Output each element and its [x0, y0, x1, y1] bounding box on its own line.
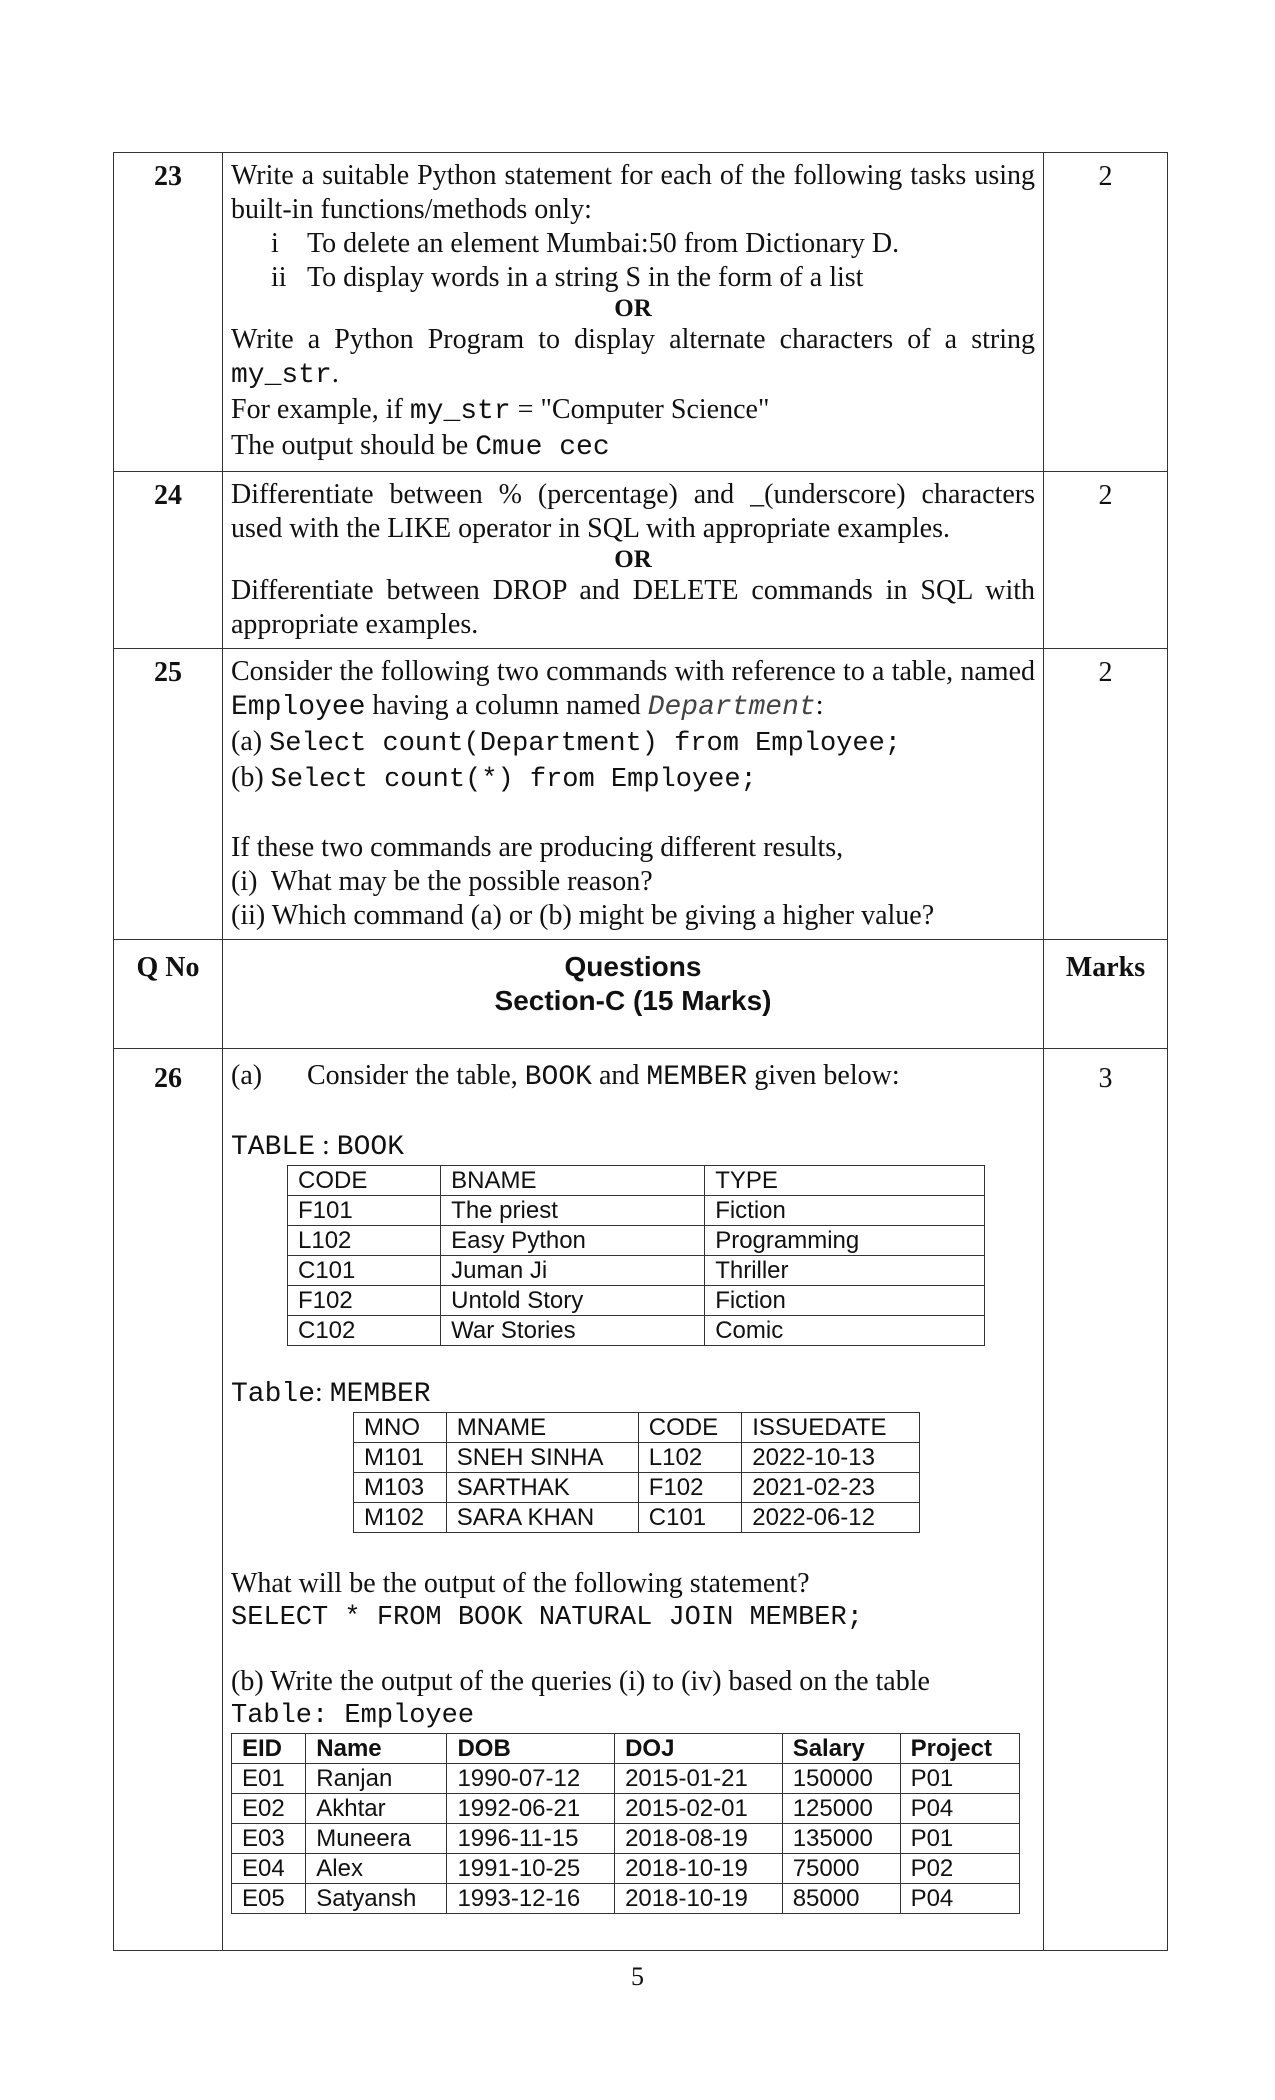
table-row: [288, 1196, 985, 1226]
table-header-cell: CODE: [638, 1413, 741, 1443]
member-table-label: Table: MEMBER: [231, 1377, 431, 1410]
table-row: [354, 1473, 920, 1503]
book-table: [287, 1165, 985, 1346]
question-marks: 2: [1044, 649, 1168, 940]
question-text: Differentiate between % (percentage) and _(underscore) characters used with the LIKE operator in SQL with appropriate examples.: [231, 479, 1035, 544]
table-header-cell: EID: [232, 1734, 306, 1764]
command-b: (b) Select count(*) from Employee;: [231, 762, 757, 795]
employee-table-label: Table: Employee: [231, 1701, 475, 1731]
table-cell: 1991-10-25: [447, 1854, 615, 1884]
question-number: 25: [114, 649, 223, 940]
table-row: [232, 1884, 1020, 1914]
table-header-cell: DOJ: [615, 1734, 783, 1764]
part-b-text: (b) Write the output of the queries (i) to (iv) based on the table: [231, 1666, 930, 1697]
table-row: [232, 1794, 1020, 1824]
table-header-row: [354, 1413, 920, 1443]
example-line: For example, if my_str = "Computer Science": [231, 394, 770, 427]
table-cell: E01: [232, 1764, 306, 1794]
section-header: [223, 940, 1044, 1049]
table-cell: L102: [288, 1226, 441, 1256]
table-row: [288, 1286, 985, 1316]
book-table-label: TABLE : BOOK: [231, 1130, 405, 1163]
table-cell: M102: [354, 1503, 447, 1533]
table-cell: SARTHAK: [446, 1473, 638, 1503]
table-cell: P01: [900, 1764, 1019, 1794]
table-cell: The priest: [441, 1196, 705, 1226]
table-cell: Fiction: [705, 1286, 985, 1316]
table-cell: 135000: [782, 1824, 900, 1854]
table-header-cell: Name: [306, 1734, 447, 1764]
output-line: The output should be Cmue cec: [231, 430, 610, 463]
table-cell: F101: [288, 1196, 441, 1226]
task-item: i To delete an element Mumbai:50 from Dictionary D.: [271, 228, 900, 259]
question-body: [223, 153, 1044, 472]
table-header-cell: BNAME: [441, 1166, 705, 1196]
table-row: [232, 1854, 1020, 1884]
table-cell: Thriller: [705, 1256, 985, 1286]
table-cell: P02: [900, 1854, 1019, 1884]
table-row: [354, 1443, 920, 1473]
question-row-25: [114, 649, 1168, 940]
table-cell: 2018-08-19: [615, 1824, 783, 1854]
member-table: [353, 1412, 920, 1533]
sql-statement: SELECT * FROM BOOK NATURAL JOIN MEMBER;: [231, 1603, 863, 1633]
table-cell: E02: [232, 1794, 306, 1824]
table-cell: P04: [900, 1884, 1019, 1914]
table-row: [354, 1503, 920, 1533]
questions-table: [113, 152, 1168, 1951]
table-cell: C102: [288, 1316, 441, 1346]
or-separator: OR: [614, 546, 652, 573]
question-body: [223, 1049, 1044, 1951]
page-number: 5: [631, 1962, 644, 1991]
table-cell: Easy Python: [441, 1226, 705, 1256]
table-header-cell: DOB: [447, 1734, 615, 1764]
table-cell: 150000: [782, 1764, 900, 1794]
table-cell: 2022-06-12: [742, 1503, 920, 1533]
table-cell: Akhtar: [306, 1794, 447, 1824]
table-cell: 2015-01-21: [615, 1764, 783, 1794]
table-header-cell: Salary: [782, 1734, 900, 1764]
table-cell: L102: [638, 1443, 741, 1473]
sub-question: (ii) Which command (a) or (b) might be giving a higher value?: [231, 900, 935, 931]
table-header-cell: TYPE: [705, 1166, 985, 1196]
question-text: If these two commands are producing different results,: [231, 832, 844, 863]
table-row: [288, 1316, 985, 1346]
table-cell: E04: [232, 1854, 306, 1884]
question-body: [223, 649, 1044, 940]
table-header-row: [288, 1166, 985, 1196]
table-cell: Muneera: [306, 1824, 447, 1854]
table-row: [288, 1256, 985, 1286]
table-cell: C101: [288, 1256, 441, 1286]
table-row: [232, 1764, 1020, 1794]
table-cell: 1992-06-21: [447, 1794, 615, 1824]
section-header-row: [114, 940, 1168, 1049]
alternate-question: Differentiate between DROP and DELETE commands in SQL with appropriate examples.: [231, 575, 1035, 640]
table-header-cell: MNAME: [446, 1413, 638, 1443]
question-text: Consider the following two commands with reference to a table, named Employee having a column named Department:: [231, 656, 1035, 723]
table-header-row: [232, 1734, 1020, 1764]
table-cell: P04: [900, 1794, 1019, 1824]
table-cell: Juman Ji: [441, 1256, 705, 1286]
table-cell: E05: [232, 1884, 306, 1914]
table-cell: 2018-10-19: [615, 1884, 783, 1914]
part-a-text: (a) Consider the table, BOOK and MEMBER given below:: [231, 1060, 900, 1093]
table-cell: 1993-12-16: [447, 1884, 615, 1914]
table-header-cell: MNO: [354, 1413, 447, 1443]
task-item: ii To display words in a string S in the form of a list: [271, 262, 864, 293]
or-separator: OR: [614, 295, 652, 322]
table-cell: F102: [638, 1473, 741, 1503]
question-number: 23: [114, 153, 223, 472]
table-cell: 1996-11-15: [447, 1824, 615, 1854]
question-row-23: [114, 153, 1168, 472]
table-cell: SARA KHAN: [446, 1503, 638, 1533]
table-row: [288, 1226, 985, 1256]
table-cell: 75000: [782, 1854, 900, 1884]
question-marks: 2: [1044, 153, 1168, 472]
employee-table: [231, 1733, 1020, 1914]
table-cell: 1990-07-12: [447, 1764, 615, 1794]
table-cell: C101: [638, 1503, 741, 1533]
question-marks: 2: [1044, 472, 1168, 649]
question-number: 26: [114, 1049, 223, 1951]
question-marks: 3: [1044, 1049, 1168, 1951]
table-cell: P01: [900, 1824, 1019, 1854]
question-text: Write a suitable Python statement for each of the following tasks using built-in functions/methods only:: [231, 160, 1035, 225]
section-title: Section-C (15 Marks): [494, 985, 772, 1016]
table-cell: Programming: [705, 1226, 985, 1256]
questions-heading: Questions: [564, 951, 702, 982]
command-a: (a) Select count(Department) from Employee;: [231, 726, 901, 759]
table-cell: F102: [288, 1286, 441, 1316]
table-cell: Fiction: [705, 1196, 985, 1226]
question-row-26: [114, 1049, 1168, 1951]
table-cell: 2015-02-01: [615, 1794, 783, 1824]
table-cell: Ranjan: [306, 1764, 447, 1794]
table-cell: 2021-02-23: [742, 1473, 920, 1503]
table-cell: SNEH SINHA: [446, 1443, 638, 1473]
table-cell: 2022-10-13: [742, 1443, 920, 1473]
table-cell: Alex: [306, 1854, 447, 1884]
table-cell: Untold Story: [441, 1286, 705, 1316]
table-header-cell: Project: [900, 1734, 1019, 1764]
output-question: What will be the output of the following statement?: [231, 1568, 810, 1599]
table-cell: E03: [232, 1824, 306, 1854]
table-cell: Satyansh: [306, 1884, 447, 1914]
table-cell: M103: [354, 1473, 447, 1503]
marks-header: Marks: [1044, 940, 1168, 1049]
table-cell: 85000: [782, 1884, 900, 1914]
table-cell: War Stories: [441, 1316, 705, 1346]
qno-header: Q No: [114, 940, 223, 1049]
table-cell: 2018-10-19: [615, 1854, 783, 1884]
table-cell: M101: [354, 1443, 447, 1473]
table-row: [232, 1824, 1020, 1854]
table-header-cell: ISSUEDATE: [742, 1413, 920, 1443]
question-number: 24: [114, 472, 223, 649]
question-body: [223, 472, 1044, 649]
alternate-question: Write a Python Program to display alternate characters of a string my_str.: [231, 324, 1035, 391]
table-header-cell: CODE: [288, 1166, 441, 1196]
table-cell: 125000: [782, 1794, 900, 1824]
table-cell: Comic: [705, 1316, 985, 1346]
sub-question: (i) What may be the possible reason?: [231, 866, 653, 897]
question-row-24: [114, 472, 1168, 649]
